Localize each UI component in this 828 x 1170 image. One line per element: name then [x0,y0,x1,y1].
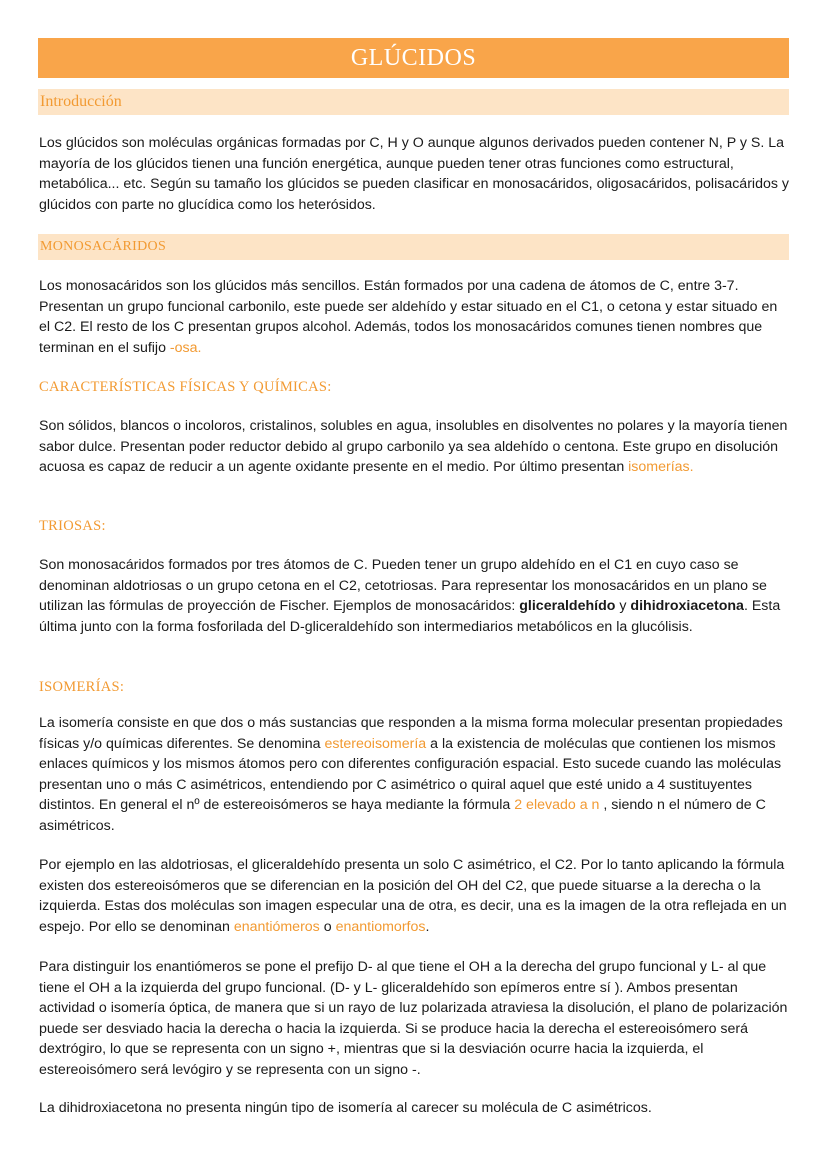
paragraph-triosas [39,555,791,637]
paragraph-intro: Los glúcidos son moléculas orgánicas formadas por C, H y O aunque algunos derivados pueden contener N, P y S. La mayoría de los glúcidos tienen una función energética, aunque pueden tener otras funciones como estructural, metabólica... etc. Según su tamaño los glúcidos se pueden clasificar en monosacáridos, oligosacáridos, polisacáridos y glúcidos con parte no glucídica como los heterósidos. [39,135,789,213]
paragraph-text: , siendo n el número de C asimétricos. [39,797,766,834]
paragraph-text: Los monosacáridos son los glúcidos más sencillos. Están formados por una cadena de átomos de C, entre 3-7. Presentan un grupo funcional carbonilo, este puede ser aldehído y estar situado en el C1, o cetona y estar situado en el C2. El resto de los C presentan grupos alcohol. Además, todos los monosacáridos comunes tienen nombres que terminan en el sufijo [39,278,778,356]
bold-term-gliceraldehido: gliceraldehído [519,598,616,615]
isomerias-link[interactable]: isomerías. [628,459,694,476]
subheading-triosas: TRIOSAS: [39,518,106,534]
paragraph-isomerias-3: Para distinguir los enantiómeros se pone el prefijo D- al que tiene el OH a la derecha del grupo funcional y L- al que tiene el OH a la izquierda del grupo funcional. (D- y L- gliceraldehído son epímeros entre sí ). Ambos presentan actividad o isomería óptica, de manera que si un rayo de luz polarizada atraviesa la disolución, el plano de polarización puede ser desviado hacia la derecha o hacia la izquierda. Si se produce hacia la derecha el estereoisómero será dextrógiro, lo que se representa con un signo +, mientras que si la desviación ocurre hacia la izquierda, el estereoisómero será levógiro y se representa con un signo -. [39,959,788,1078]
paragraph-text: Son monosacáridos formados por tres átomos de C. Pueden tener un grupo aldehído en el C1 en cuyo caso se denominan aldotriosas o un grupo cetona en el C2, cetotriosas. Para representar los monosacáridos en un plano se utilizan las fórmulas de proyección de Fischer. Ejemplos de monosacáridos: [39,557,767,615]
paragraph-isomerias-2 [39,855,791,937]
term-formula: 2 elevado a n [514,797,600,814]
term-enantiomorfos: enantiomorfos [335,918,426,935]
paragraph-text: Por ejemplo en las aldotriosas, el gliceraldehído presenta un solo C asimétrico, el C2. Por lo tanto aplicando la fórmula existen dos estereoisómeros que se diferencian en la posición del OH del C2, que puede situarse a la derecha o la izquierda. Estas dos moléculas son imagen especular una de otra, es decir, una es la imagen de la otra reflejada en un espejo. Por ello se denominan [39,857,787,935]
suffix-highlight: -osa. [169,339,202,356]
paragraph-monosacaridos [39,276,791,358]
subheading-isomerias: ISOMERÍAS: [39,679,125,695]
paragraph-isomerias-4: La dihidroxiacetona no presenta ningún tipo de isomería al carecer su molécula de C asimétricos. [39,1100,652,1116]
paragraph-isomerias-1 [39,713,791,837]
paragraph-text: y [615,598,631,615]
paragraph-text: a la existencia de moléculas que contienen los mismos enlaces químicos y los mismos átomos pero con diferentes configuración espacial. Esto sucede cuando las moléculas presentan uno o más C asimétricos, entendiendo por C asimétrico o quiral aquel que esté unido a 4 sustituyentes distintos. En general el nº de estereoisómeros se haya mediante la fórmula [39,735,782,814]
page-title: GLÚCIDOS [38,38,789,78]
section-heading-introduccion: Introducción [38,89,789,115]
paragraph-text: . Esta última junto con la forma fosforilada del D-gliceraldehído son intermediarios metabólicos en la glucólisis. [39,598,781,635]
subheading-caracteristicas: CARACTERÍSTICAS FÍSICAS Y QUÍMICAS: [39,379,332,395]
term-estereoisomeria: estereoisomería [324,735,427,752]
paragraph-text: o [319,918,336,935]
paragraph-text: La isomería consiste en que dos o más sustancias que responden a la misma forma molecular presentan propiedades físicas y/o químicas diferentes. Se denomina [39,715,783,752]
section-heading-monosacaridos: MONOSACÁRIDOS [38,234,789,260]
paragraph-caracteristicas [39,416,791,478]
paragraph-text: . [425,918,430,935]
paragraph-text: Son sólidos, blancos o incoloros, cristalinos, solubles en agua, insolubles en disolventes no polares y la mayoría tienen sabor dulce. Presentan poder reductor debido al grupo carbonilo ya sea aldehído o centona. Este grupo en disolución acuosa es capaz de reducir a un agente oxidante presente en el medio. Por último presentan [39,418,788,476]
bold-term-dihidroxiacetona: dihidroxiacetona [630,598,744,615]
term-enantiomeros: enantiómeros [233,918,320,935]
